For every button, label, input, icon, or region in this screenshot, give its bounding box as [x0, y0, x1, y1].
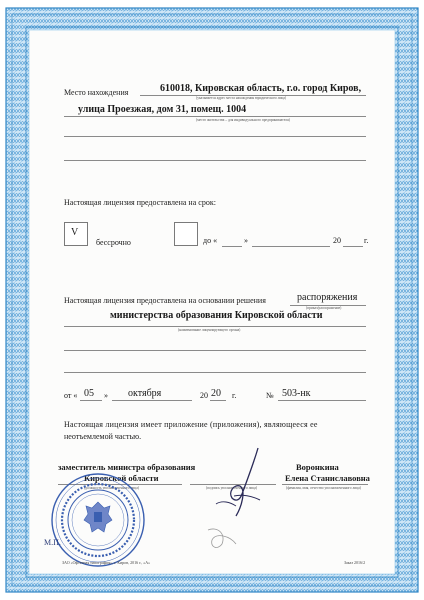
signer-position-line1: заместитель министра образования — [58, 462, 196, 472]
appendix-line1: Настоящая лицензия имеет приложение (приложения), являющееся ее — [64, 420, 318, 429]
signer-surname: Воронкина — [296, 462, 339, 472]
basis-intro: Настоящая лицензия предоставлена на основании решения — [64, 296, 266, 305]
until-label: до « — [203, 236, 218, 245]
date-year: 20 — [211, 388, 221, 399]
handwritten-signature — [196, 440, 286, 560]
until-year-suffix: г. — [364, 236, 369, 245]
date-day: 05 — [84, 388, 94, 399]
date-from-label: от « — [64, 391, 78, 400]
address-line2-hint: (место жительства – для индивидуального предпринимателя) — [196, 118, 290, 122]
address-line1-hint: (указывается адрес места нахождения юридического лица) — [196, 96, 287, 100]
address-line2: улица Проезжая, дом 31, помещ. 1004 — [78, 104, 247, 115]
signer-given-names: Елена Станиславовна — [285, 473, 370, 483]
check-mark: V — [71, 227, 79, 238]
signature-hint: (подпись уполномоченного лица) — [206, 486, 258, 490]
footer-order: Заказ 2016/2 — [344, 560, 366, 565]
until-year-prefix: 20 — [333, 236, 341, 245]
address-label: Место нахождения — [64, 88, 129, 97]
address-line1: 610018, Кировская область, г.о. город Киров, — [160, 83, 362, 94]
official-seal — [48, 470, 151, 570]
authority-name: министерства образования Кировской области — [110, 310, 323, 321]
license-number: 503-нк — [282, 388, 311, 399]
until-close-quote: » — [244, 236, 248, 245]
date-year-prefix: 20 — [200, 391, 208, 400]
appendix-line2: неотъемлемой частью. — [64, 432, 142, 441]
date-close-quote: » — [104, 391, 108, 400]
position-hint: (должность уполномоченного лица) — [84, 486, 140, 490]
date-year-suffix: г. — [232, 391, 237, 400]
decision-type: распоряжения — [297, 292, 358, 303]
authority-hint: (наименование лицензирующего органа) — [178, 328, 241, 332]
decision-type-hint: (приказ/распоряжение) — [306, 306, 342, 310]
indefinite-label: бессрочно — [96, 238, 131, 247]
number-label: № — [266, 391, 274, 400]
date-month: октября — [128, 388, 162, 399]
name-hint: (фамилия, имя, отчество уполномоченного лица) — [286, 486, 361, 490]
footer-printer: ЗАО «Офсетная типография», г. Киров, 2016 г., «А» — [62, 560, 151, 565]
signer-position-line2: Кировской области — [84, 473, 159, 483]
until-checkbox — [174, 222, 198, 246]
term-intro: Настоящая лицензия предоставлена на срок: — [64, 198, 216, 207]
stamp-mark: М.П. — [44, 538, 61, 547]
